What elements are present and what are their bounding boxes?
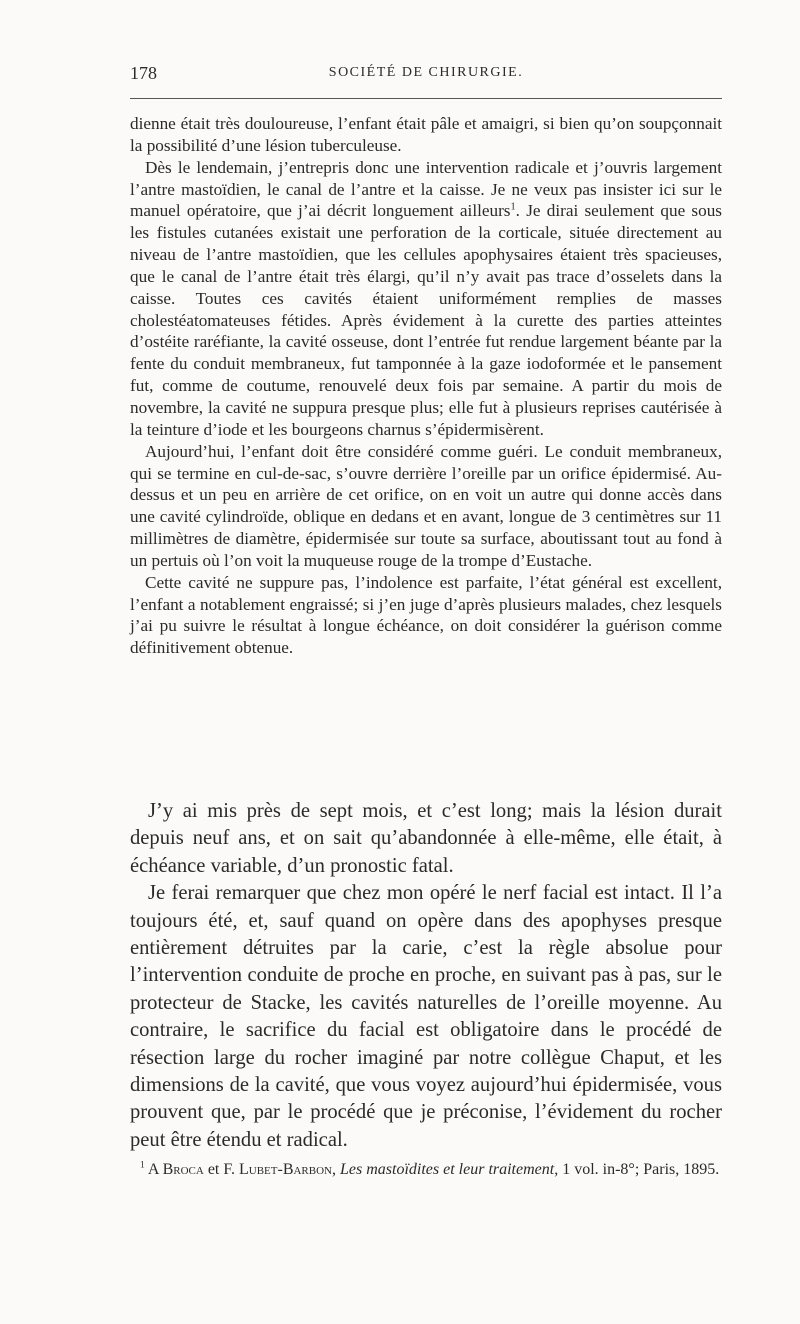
header-rule [130, 98, 722, 99]
paragraph-4: Cette cavité ne suppure pas, l’indolence est parfaite, l’état général est excellent, l’enfant a notablement engraissé; si j’en juge d’après plusieurs malades, chez lesquels j’ai pu suivre le résultat à longue échéance, on doit considérer la guérison comme définitivement obtenue. [130, 572, 722, 658]
page-number: 178 [130, 63, 157, 83]
page-header [130, 63, 722, 87]
footnote-ref[interactable]: 1 [510, 201, 516, 213]
paragraph-2 [130, 157, 722, 441]
running-title: SOCIÉTÉ DE CHIRURGIE. [328, 65, 524, 80]
footnote-text: $^1$ A Broca et F. Lubet-Barbon, Les mastoïdites et leur traitement, 1 vol. in-8°; Paris, 1895. [140, 1159, 720, 1178]
footnote-author-2: Lubet-Barbon [239, 1161, 332, 1178]
footnote-conj: et F. [207, 1161, 235, 1178]
paragraph-6: Je ferai remarquer que chez mon opéré le nerf facial est intact. Il l’a toujours été, et, sauf quand on opère dans des apophyses presque entièrement détruites par la carie, c’est la règle absolue pour l’intervention conduite de proche en proche, en suivant pas à pas, sur le protecteur de Stacke, les cavités naturelles de l’oreille moyenne. Au contraire, le sacrifice du facial est obligatoire dans le procédé de résection large du rocher imaginé par notre collègue Chaput, et les dimensions de la cavité, que vous voyez aujourd’hui épidermisée, vous prouvent que, par le procédé que je préconise, l’évidement du rocher peut être étendu et radical. [130, 882, 722, 1151]
footnote-rest: , 1 vol. in-8°; Paris, 1895. [554, 1161, 720, 1178]
footnote-title: Les mastoïdites et leur traitement [340, 1161, 555, 1178]
footnote-author-1: Broca [162, 1161, 204, 1178]
body-text-large [130, 798, 722, 1154]
paragraph-2-text-cont: . Je dirai seulement que sous les fistules cutanées existait une perforation de la corticale, située directement au niveau de l’antre mastoïdien, que les cellules apophysaires étaient très spacieuses, que le canal de l’antre était très élargi, qu’il n’y avait pas trace d’osselets dans la caisse. Toutes ces cavités étaient uniformément remplies de masses cholestéatomateuses fétides. Après évidement à la curette des parties atteintes d’ostéite raréfiante, la cavité osseuse, dont l’entrée fut rendue largement béante par la fente du conduit membraneux, fut tamponnée à la gaze iodoformée et le pansement fut, comme de coutume, renouvelé deux fois par semaine. A partir du mois de novembre, la cavité ne suppura presque plus; elle fut à plusieurs reprises cautérisée à la teinture d’iode et les bourgeons charnus s’épidermisèrent. [130, 201, 722, 439]
paragraph-1: dienne était très douloureuse, l’enfant était pâle et amaigri, si bien qu’on soupçonnait la possibilité d’une lésion tuberculeuse. [130, 114, 722, 155]
footnote-author-initial: A [147, 1161, 159, 1178]
body-text-small [130, 113, 722, 659]
footnote [130, 1160, 722, 1180]
footnote-mark: 1 [140, 1159, 145, 1171]
paragraph-5: J’y ai mis près de sept mois, et c’est long; mais la lésion durait depuis neuf ans, et on sait qu’abandonnée à elle-même, elle était, à échéance variable, d’un pronostic fatal. [130, 800, 722, 877]
paragraph-3: Aujourd’hui, l’enfant doit être considéré comme guéri. Le conduit membraneux, qui se termine en cul-de-sac, s’ouvre derrière l’oreille par un orifice épidermisé. Au-dessus et un peu en arrière de cet orifice, on en voit un autre qui donne accès dans une cavité cylindroïde, oblique en dedans et en avant, longue de 3 centimètres sur 11 millimètres de diamètre, épidermisée sur toute sa surface, aboutissant tout au fond à un pertuis où l’on voit la muqueuse rouge de la trompe d’Eustache. [130, 441, 722, 570]
paragraph-2-text: Dès le lendemain, j’entrepris donc une intervention radicale et j’ouvris largement l’antre mastoïdien, le canal de l’antre et la caisse. Je ne veux pas insister ici sur le manuel opératoire, que j’ai décrit longuement ailleurs [130, 157, 722, 221]
